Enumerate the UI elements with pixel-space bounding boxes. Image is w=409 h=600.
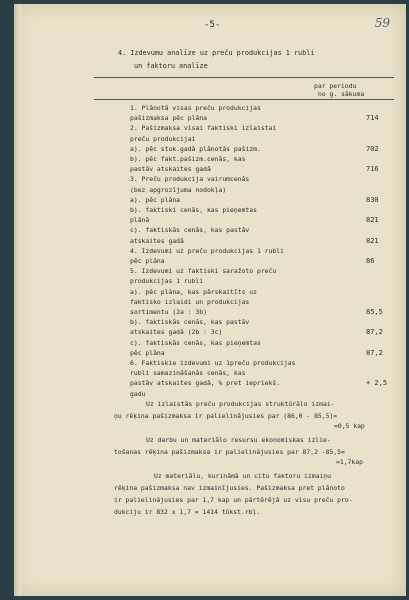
- table-row-label: gadu: [130, 389, 146, 398]
- table-row-label: sortimentu (2a : 3b): [130, 308, 207, 316]
- table-row-value: 830: [366, 195, 379, 204]
- section-title: 4. Izdevumu analīze uz preču produkcijas 1 rubli: [118, 49, 315, 57]
- table-row-label: atskaites gadā (2b : 3c): [130, 328, 223, 337]
- paragraph-3-line-1: Uz materiālu, kurināmā un citu faktoru izmaiņu: [154, 472, 331, 480]
- table-row-label: pastāv atskaites gadā, % pret iepriekš.: [130, 379, 281, 388]
- table-row-label: b). pēc fakt.pašizm.cenās, kas: [130, 155, 246, 163]
- table-row-value: 702: [366, 144, 379, 153]
- table-row-label: 4. Izdevumi uz preču produkcijas 1 rubli: [130, 246, 284, 255]
- table-row-label: pēc plāna: [130, 348, 165, 357]
- table-row-label: a). pēc plāna, kas pārskaitīts uz: [130, 287, 257, 296]
- table-row-label: a). pēc plāna: [130, 195, 181, 204]
- table-row-label: pašizmaksa pēc plāna: [130, 114, 207, 123]
- table-row-value: 714: [366, 114, 379, 123]
- section-title-cont: un faktoru analīze: [134, 62, 208, 70]
- table-row-label: pēc plāna: [130, 257, 165, 265]
- document-page: [14, 4, 406, 596]
- page-binding-edge: [14, 4, 21, 596]
- paragraph-2-line-3: =1,7kap: [336, 458, 363, 466]
- table-row-label: c). faktiskās cenās, kas pieņemtas: [130, 338, 261, 347]
- table-row-label: 1. Plānotā visas preču produkcijas: [130, 104, 261, 112]
- paragraph-1-line-2: ņu rēķina pašizmaksa ir palielinājusies par (86,0 - 85,5)=: [114, 412, 338, 420]
- paragraph-3-line-4: dukciju ir 832 x 1,7 = 1414 tūkst.rbļ.: [114, 508, 261, 516]
- table-row-label: atskaites gadā: [130, 236, 184, 245]
- paragraph-3-line-2: rēķina pašizmaksa nav izmainījusies. Pašizmaksa pret plānoto: [114, 484, 345, 492]
- folio-number: 59: [374, 16, 390, 30]
- table-row-label: plānā: [130, 216, 150, 225]
- paragraph-1-line-1: Uz izlaistās preču produkcijas struktūrālo izmai-: [146, 400, 335, 408]
- table-row-label: preču produkcijai: [130, 134, 196, 143]
- paragraph-1-line-3: =0,5 kap: [334, 422, 365, 430]
- table-row-label: faktisko izlaidi un produkcijas: [130, 297, 250, 306]
- table-row-value: 85,5: [366, 308, 383, 316]
- table-header-rule: [94, 99, 394, 100]
- table-row-label: 3. Preču produkcija vairumcenās: [130, 175, 250, 184]
- table-row-label: 2. Pašizmaksa visai faktiski izlaistai: [130, 124, 277, 133]
- table-row-value: 821: [366, 216, 379, 225]
- table-row-value: 716: [366, 165, 379, 174]
- table-row-value: 86: [366, 257, 375, 265]
- table-row-label: rubli samazināšanās cenās, kas: [130, 369, 246, 378]
- table-row-label: a). pēc stuk.gadā plānotās pašizm.: [130, 144, 261, 153]
- table-row-label: produkcijas 1 rubli: [130, 277, 204, 286]
- table-row-value: 87,2: [366, 348, 383, 357]
- paragraph-2-line-2: tošanas rēķina pašizmaksa ir palielinājusies par 87,2 -85,5=: [114, 448, 345, 456]
- table-top-rule: [94, 77, 394, 78]
- table-row-label: c). faktiskās cenās, kas pastāv: [130, 226, 250, 235]
- table-row-label: (bez apgrozījuma nodokļa): [130, 185, 227, 194]
- table-row-label: 6. Faktiskie izdevumi uz 1preču produkcijas: [130, 359, 296, 367]
- table-row-value: + 2,5: [366, 379, 388, 388]
- column-header-cont: no g. sākuma: [318, 90, 365, 98]
- table-row-value: 821: [366, 236, 379, 245]
- paragraph-2-line-1: Uz darbu un materiālo resursu ekonomiskas izlie-: [146, 436, 331, 444]
- table-row-label: b). faktiskās cenās, kas pastāv: [130, 318, 250, 327]
- table-row-label: 5. Izdevumi uz faktiski saražoto preču: [130, 267, 277, 276]
- paragraph-3-line-3: ir palielinājusies par 1,7 kap un pārtērējā uz visu preču pro-: [114, 496, 353, 504]
- table-row-value: 87,2: [366, 328, 383, 337]
- page-number: -5-: [204, 20, 221, 30]
- table-row-label: b). faktiski cenās, kas pieņemtas: [130, 206, 257, 214]
- table-row-label: pastāv atskaites gadā: [130, 165, 211, 174]
- column-header: par periodu: [314, 82, 357, 90]
